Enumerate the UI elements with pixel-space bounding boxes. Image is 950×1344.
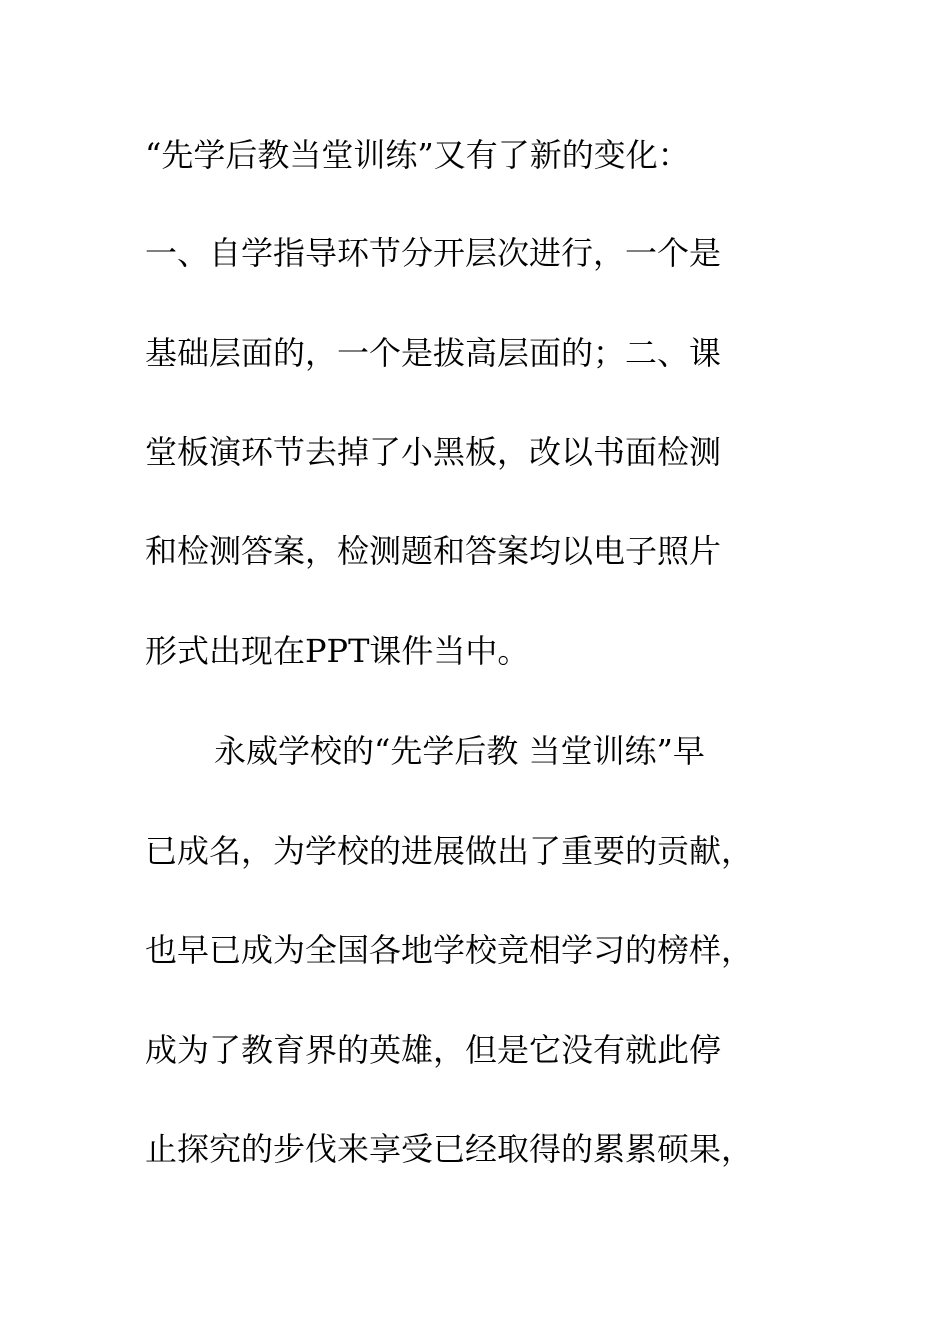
text-line: 基础层面的，一个是拔高层面的；二、课 bbox=[145, 334, 722, 372]
text-line: 和检测答案，检测题和答案均以电子照片 bbox=[145, 532, 722, 570]
text-line: 形式出现在PPT课件当中。 bbox=[145, 632, 530, 670]
text-line: 一、自学指导环节分开层次进行，一个是 bbox=[145, 234, 722, 272]
text-line: 已成名，为学校的进展做出了重要的贡献， bbox=[145, 832, 754, 870]
text-line: 堂板演环节去掉了小黑板，改以书面检测 bbox=[145, 433, 722, 471]
text-line: 止探究的步伐来享受已经取得的累累硕果， bbox=[145, 1130, 754, 1168]
text-line: 也早已成为全国各地学校竞相学习的榜样， bbox=[145, 931, 754, 969]
text-line: 成为了教育界的英雄，但是它没有就此停 bbox=[145, 1031, 722, 1069]
paragraph-first-line: 永威学校的“先学后教 当堂训练”早 bbox=[214, 732, 705, 770]
text-line: “先学后教当堂训练”又有了新的变化： bbox=[145, 136, 690, 174]
